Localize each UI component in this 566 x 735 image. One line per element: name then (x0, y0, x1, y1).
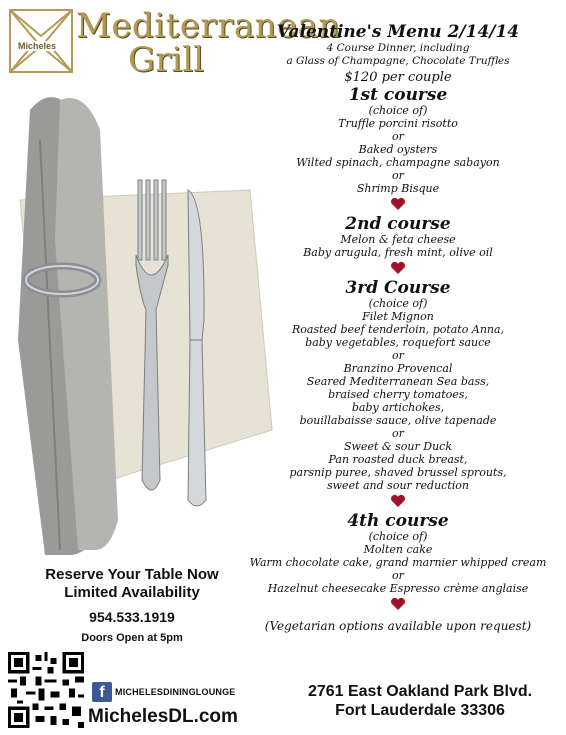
menu-line: Melon & feta cheese (340, 233, 456, 246)
facebook-icon[interactable]: f (92, 682, 112, 702)
menu-line: bouillabaisse sauce, olive tapenade (299, 414, 497, 427)
menu-line: Wilted spinach, champagne sabayon (296, 156, 500, 169)
menu-subtitle-1: 4 Course Dinner, including (326, 42, 470, 54)
heart-icon (390, 597, 406, 611)
menu-line: (choice of) (368, 297, 428, 310)
qr-code-icon[interactable] (8, 652, 84, 728)
menu-line: or (392, 349, 404, 362)
facebook-page-name[interactable]: MICHELESDININGLOUNGE (115, 687, 236, 697)
menu-line: Baby arugula, fresh mint, olive oil (303, 246, 493, 259)
logo-title-line1: Mediterranean (76, 6, 341, 46)
menu-title: Valentine's Menu 2/14/14 (276, 22, 520, 42)
heart-icon (390, 494, 406, 508)
menu-line: Pan roasted duck breast, (328, 453, 468, 466)
restaurant-logo (6, 6, 341, 82)
menu-line: Baked oysters (358, 143, 438, 156)
reserve-line-1: Reserve Your Table Now (45, 566, 219, 583)
menu-line: sweet and sour reduction (327, 479, 469, 492)
menu-line: Warm chocolate cake, grand marnier whipped cream (249, 556, 547, 569)
menu-line: Shrimp Bisque (356, 182, 440, 195)
logo-micheles-text: Micheles (18, 41, 57, 51)
menu-line: Molten cake (363, 543, 433, 556)
doors-open-text: Doors Open at 5pm (81, 632, 183, 644)
menu-line: Hazelnut cheesecake Espresso crème anglaise (267, 582, 529, 595)
address (300, 682, 540, 720)
heart-icon (390, 197, 406, 211)
menu-subtitle-2: a Glass of Champagne, Chocolate Truffles (286, 55, 510, 67)
course-heading: 4th course (347, 511, 449, 531)
menu-line: Sweet & sour Duck (343, 440, 452, 453)
menu-line: baby vegetables, roquefort sauce (305, 336, 491, 349)
address-line-2: Fort Lauderdale 33306 (335, 702, 505, 719)
menu-content (230, 22, 566, 634)
menu-line: or (392, 130, 404, 143)
menu-line: parsnip puree, shaved brussel sprouts, (289, 466, 507, 479)
menu-line: Roasted beef tenderloin, potato Anna, (291, 323, 505, 336)
vegetarian-note: (Vegetarian options available upon request) (264, 619, 532, 633)
course-heading: 2nd course (345, 214, 451, 234)
menu-line: or (392, 569, 404, 582)
phone-number[interactable]: 954.533.1919 (89, 609, 175, 625)
menu-line: baby artichokes, (351, 401, 445, 414)
menu-line: Branzino Provencal (343, 362, 453, 375)
reservation-info (12, 566, 252, 645)
menu-line: (choice of) (368, 530, 428, 543)
heart-icon (390, 261, 406, 275)
logo-title-line2: Grill (128, 40, 205, 80)
menu-line: or (392, 169, 404, 182)
course-heading: 3rd Course (345, 278, 451, 298)
menu-line: braised cherry tomatoes, (328, 388, 468, 401)
address-line-1: 2761 East Oakland Park Blvd. (307, 683, 533, 700)
menu-line: (choice of) (368, 104, 428, 117)
course-heading: 1st course (348, 85, 448, 105)
website-link[interactable]: MichelesDL.com (88, 706, 238, 727)
menu-price: $120 per couple (344, 70, 452, 85)
menu-line: Filet Mignon (362, 310, 434, 323)
menu-line: Truffle porcini risotto (338, 117, 458, 130)
menu-line: or (392, 427, 404, 440)
reserve-line-2: Limited Availability (64, 584, 200, 601)
menu-line: Seared Mediterranean Sea bass, (306, 375, 490, 388)
